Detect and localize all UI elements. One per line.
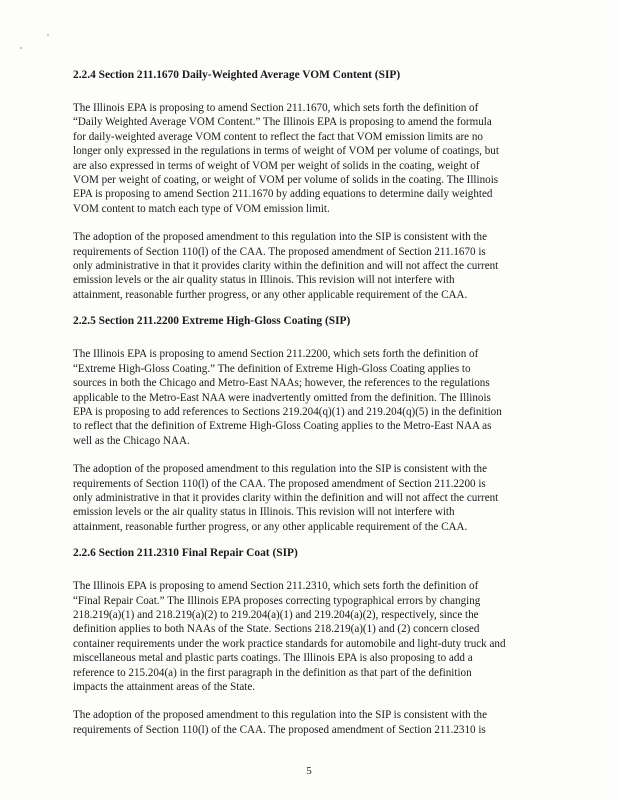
text-line: The Illinois EPA is proposing to amend Section 211.2200, which sets forth the definition of (73, 348, 479, 361)
text-line: container requirements under the work practice standards for automobile and light-duty truck and (73, 637, 506, 650)
paragraph (73, 101, 545, 216)
text-line: to reflect that the definition of Extreme High-Gloss Coating applies to the Metro-East NAA as (73, 420, 492, 433)
section-heading: 2.2.6 Section 211.2310 Final Repair Coat (SIP) (73, 547, 298, 560)
paragraph (73, 462, 545, 534)
section-2-2-6 (73, 546, 545, 737)
text-line: requirements of Section 110(l) of the CAA. The proposed amendment of Section 211.1670 is (73, 245, 486, 258)
section-2-2-4 (73, 68, 545, 302)
page-number: 5 (306, 765, 312, 777)
text-line: The adoption of the proposed amendment to this regulation into the SIP is consistent with the (73, 709, 488, 722)
text-line: VOM per weight of coating, or weight of VOM per volume of solids in the coating. The Illinois (73, 174, 499, 187)
text-line: The Illinois EPA is proposing to amend Section 211.1670, which sets forth the definition of (73, 102, 479, 114)
text-line: sources in both the Chicago and Metro-East NAAs; however, the references to the regulations (73, 377, 490, 390)
text-line: reference to 215.204(a) in the first paragraph in the definition as that part of the definition (73, 666, 472, 679)
paragraph (73, 230, 545, 302)
text-line: The adoption of the proposed amendment to this regulation into the SIP is consistent with the (73, 463, 488, 476)
paragraph (73, 579, 545, 694)
text-line: attainment, reasonable further progress, or any other applicable requirement of the CAA. (73, 288, 468, 301)
text-line: “Daily Weighted Average VOM Content.” The Illinois EPA is proposing to amend the formula (73, 116, 492, 129)
text-line: miscellaneous metal and plastic parts coatings. The Illinois EPA is also proposing to add a (73, 652, 473, 665)
text-line: well as the Chicago NAA. (73, 434, 190, 447)
text-line: attainment, reasonable further progress, or any other applicable requirement of the CAA. (73, 520, 468, 533)
text-line: impacts the attainment areas of the State. (73, 681, 256, 693)
paragraph (73, 708, 545, 737)
section-heading: 2.2.4 Section 211.1670 Daily-Weighted Average VOM Content (SIP) (73, 69, 401, 81)
text-line: EPA is proposing to add references to Sections 219.204(q)(1) and 219.204(q)(5) in the definition (73, 405, 502, 418)
text-line: applicable to the Metro-East NAA were inadvertently omitted from the definition. The Illinois (73, 391, 491, 404)
text-line: The Illinois EPA is proposing to amend Section 211.2310, which sets forth the definition of (73, 580, 479, 593)
text-line: The adoption of the proposed amendment to this regulation into the SIP is consistent with the (73, 231, 488, 244)
section-heading: 2.2.5 Section 211.2200 Extreme High-Gloss Coating (SIP) (73, 315, 351, 328)
text-line: “Extreme High-Gloss Coating.” The definition of Extreme High-Gloss Coating applies to (73, 362, 471, 375)
section-2-2-5 (73, 314, 545, 534)
text-line: emission levels or the air quality status in Illinois. This revision will not interfere with (73, 274, 455, 287)
text-line: EPA is proposing to amend Section 211.1670 by adding equations to determine daily weighted (73, 188, 493, 201)
scan-speck (20, 47, 22, 49)
text-line: only administrative in that it provides clarity within the definition and will not affect the current (73, 491, 499, 504)
text-line: requirements of Section 110(l) of the CAA. The proposed amendment of Section 211.2200 is (73, 477, 486, 490)
text-line: VOM content to match each type of VOM emission limit. (73, 202, 330, 215)
text-line: are also expressed in terms of weight of VOM per weight of solids in the coating, weight of (73, 159, 480, 172)
text-line: for daily-weighted average VOM content to reflect the fact that VOM emission limits are no (73, 130, 483, 143)
text-line: “Final Repair Coat.” The Illinois EPA proposes correcting typographical errors by changing (73, 594, 481, 607)
document-body (73, 68, 545, 751)
text-line: requirements of Section 110(l) of the CAA. The proposed amendment of Section 211.2310 is (73, 723, 486, 736)
text-line: emission levels or the air quality status in Illinois. This revision will not interfere with (73, 506, 455, 519)
text-line: only administrative in that it provides clarity within the definition and will not affect the current (73, 260, 499, 273)
text-line: longer only expressed in the regulations in terms of weight of VOM per volume of coatings, but (73, 145, 499, 158)
text-line: 218.219(a)(1) and 218.219(a)(2) to 219.204(a)(1) and 219.204(a)(2), respectively, since the (73, 608, 479, 621)
scan-speck (47, 34, 49, 36)
text-line: definition applies to both NAAs of the State. Sections 218.219(a)(1) and (2) concern closed (73, 623, 480, 636)
paragraph (73, 347, 545, 448)
